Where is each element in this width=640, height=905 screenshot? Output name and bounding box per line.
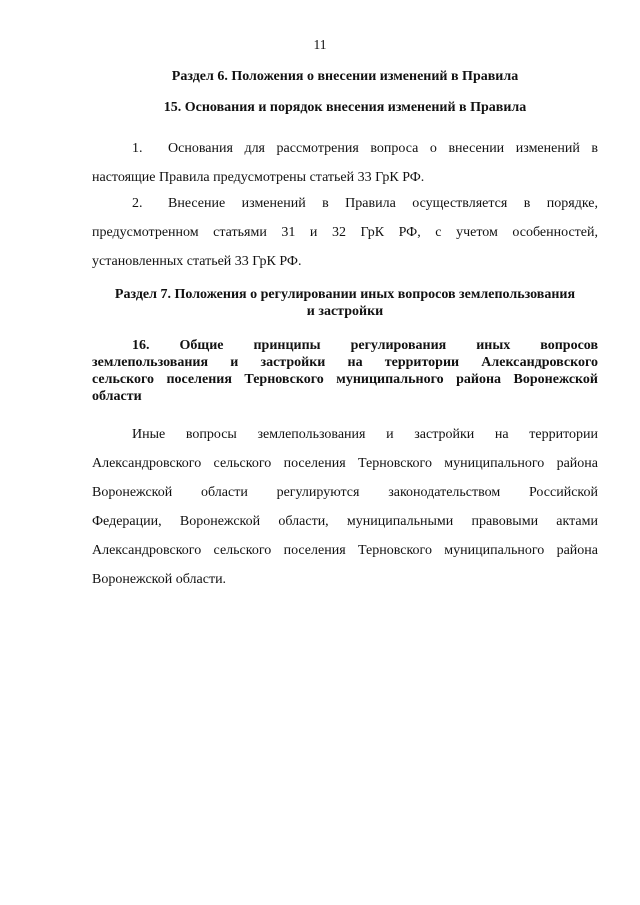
article-16-heading <box>92 337 598 405</box>
item-number: 2. <box>132 196 143 211</box>
article-16-heading-line: сельского поселения Терновского муниципального района Воронежской <box>92 372 598 387</box>
paragraph-line: Александровского сельского поселения Терновского муниципального района <box>92 543 598 558</box>
page-number: 11 <box>313 37 327 52</box>
paragraph-line <box>92 189 598 218</box>
section-7-heading-line-2: и застройки <box>306 304 384 319</box>
paragraph-line: Воронежской области. <box>92 572 227 587</box>
paragraph-line: Александровского сельского поселения Терновского муниципального района <box>92 456 598 471</box>
article-15-item-2 <box>92 189 598 276</box>
paragraph-line: установленных статьей 33 ГрК РФ. <box>92 254 302 269</box>
section-7-heading-line-1: Раздел 7. Положения о регулировании иных вопросов землепользования <box>114 287 576 302</box>
article-16-heading-line: области <box>92 389 142 404</box>
article-16-heading-line: 16. Общие принципы регулирования иных вопросов <box>132 338 598 353</box>
article-15-item-1 <box>92 134 598 192</box>
item-number: 1. <box>132 141 143 156</box>
paragraph-line: Воронежской области регулируются законодательством Российской <box>92 485 598 500</box>
article-16-body <box>92 420 598 594</box>
paragraph-line <box>92 134 598 163</box>
line-text: Основания для рассмотрения вопроса о внесении изменений в <box>168 141 598 156</box>
paragraph-line: настоящие Правила предусмотрены статьей 33 ГрК РФ. <box>92 170 425 185</box>
section-7-heading <box>92 286 598 320</box>
paragraph-line: Иные вопросы землепользования и застройки на территории <box>132 427 598 442</box>
section-6-heading: Раздел 6. Положения о внесении изменений в Правила <box>171 69 519 84</box>
paragraph-line: предусмотренном статьями 31 и 32 ГрК РФ, с учетом особенностей, <box>92 225 598 240</box>
line-text: Внесение изменений в Правила осуществляется в порядке, <box>168 196 598 211</box>
article-15-heading: 15. Основания и порядок внесения изменений в Правила <box>163 100 527 115</box>
paragraph-line: Федерации, Воронежской области, муниципальными правовыми актами <box>92 514 598 529</box>
article-16-heading-line: землепользования и застройки на территории Александровского <box>92 355 598 370</box>
